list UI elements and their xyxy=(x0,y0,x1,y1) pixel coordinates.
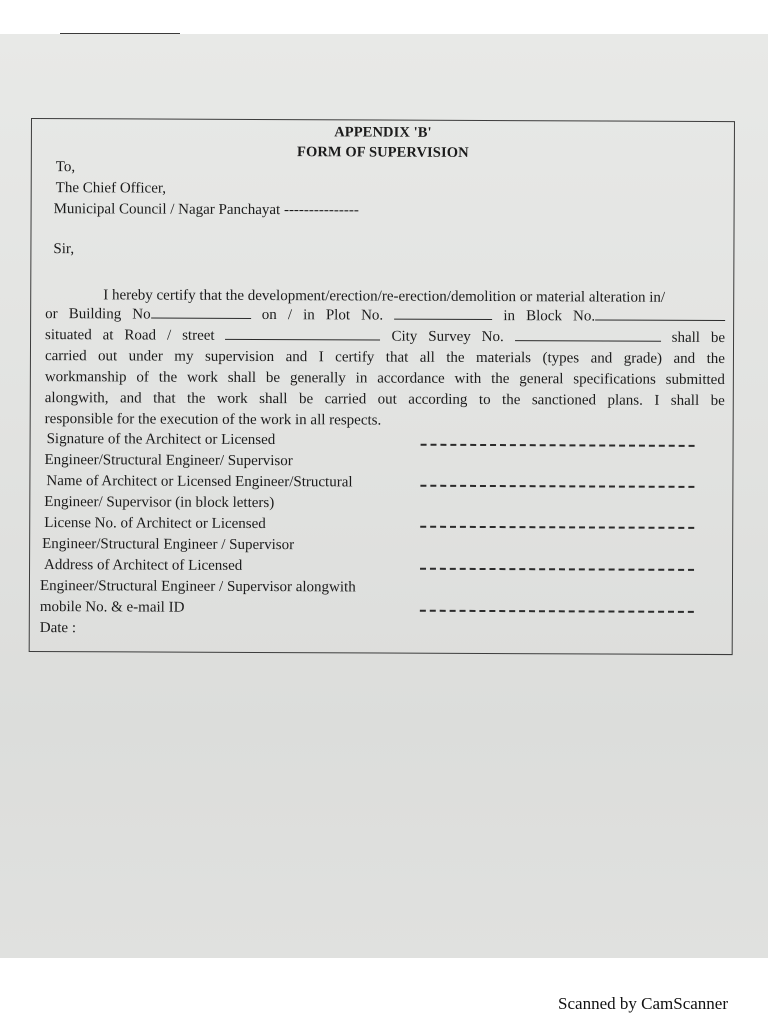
paragraph-line-2 xyxy=(45,305,725,326)
paragraph-line-3 xyxy=(45,326,725,347)
paragraph-line-4: carried out under my supervision and I certify that all the materials (types and grade) and the xyxy=(44,348,725,368)
mobile-email-field[interactable] xyxy=(420,610,694,613)
plot-no-field[interactable] xyxy=(394,307,492,320)
to-line: To, xyxy=(55,159,76,176)
license-label-cont: Engineer/Structural Engineer / Supervisor xyxy=(42,536,295,554)
signature-label-cont: Engineer/Structural Engineer/ Supervisor xyxy=(44,452,293,470)
address-label: Address of Architect of Licensed xyxy=(44,557,243,574)
license-label: License No. of Architect or Licensed xyxy=(44,515,266,533)
name-field[interactable] xyxy=(420,485,694,488)
paragraph-line-7: responsible for the execution of the work in all respects. xyxy=(44,411,382,429)
block-no-label: in Block No. xyxy=(503,308,596,325)
address-label-cont: Engineer/Structural Engineer / Supervisor alongwith xyxy=(39,578,356,596)
salutation: Sir, xyxy=(53,241,75,258)
scanned-page xyxy=(0,34,768,958)
name-label: Name of Architect or Licensed Engineer/Structural xyxy=(46,473,353,491)
address-label-mobile: mobile No. & e-mail ID xyxy=(39,599,185,616)
supervision-form xyxy=(29,118,735,655)
road-street-label: situated at Road / street xyxy=(45,327,215,344)
date-label: Date : xyxy=(39,620,77,637)
council-dash: --------------- xyxy=(283,202,359,219)
road-street-field[interactable] xyxy=(226,327,381,341)
shall-be-text: shall be xyxy=(671,329,726,347)
form-title: FORM OF SUPERVISION xyxy=(296,144,469,161)
council-text: Municipal Council / Nagar Panchayat xyxy=(53,201,281,219)
paragraph-line-5: workmanship of the work shall be generally in accordance with the general specifications submitted xyxy=(44,369,725,389)
city-survey-label: City Survey No. xyxy=(391,328,504,346)
license-field[interactable] xyxy=(420,526,694,529)
name-label-cont: Engineer/ Supervisor (in block letters) xyxy=(44,494,275,512)
block-no-field[interactable] xyxy=(595,307,725,321)
paragraph-line-6: alongwith, and that the work shall be carried out according to the sanctioned plans. I shall be xyxy=(44,390,725,410)
signature-label: Signature of the Architect or Licensed xyxy=(46,431,276,449)
building-no-label: or Building No xyxy=(45,306,151,323)
building-no-field[interactable] xyxy=(151,306,251,319)
council-line xyxy=(54,201,359,219)
address-field[interactable] xyxy=(420,568,694,571)
appendix-heading: APPENDIX 'B' xyxy=(334,124,432,141)
plot-no-label: on / in Plot No. xyxy=(261,307,384,324)
paragraph-line-1: I hereby certify that the development/erection/re-erection/demolition or material alteration in/ xyxy=(103,287,666,306)
camscanner-watermark: Scanned by CamScanner xyxy=(558,994,728,1013)
recipient-line: The Chief Officer, xyxy=(55,180,167,197)
signature-field[interactable] xyxy=(421,444,695,447)
city-survey-field[interactable] xyxy=(515,328,661,342)
